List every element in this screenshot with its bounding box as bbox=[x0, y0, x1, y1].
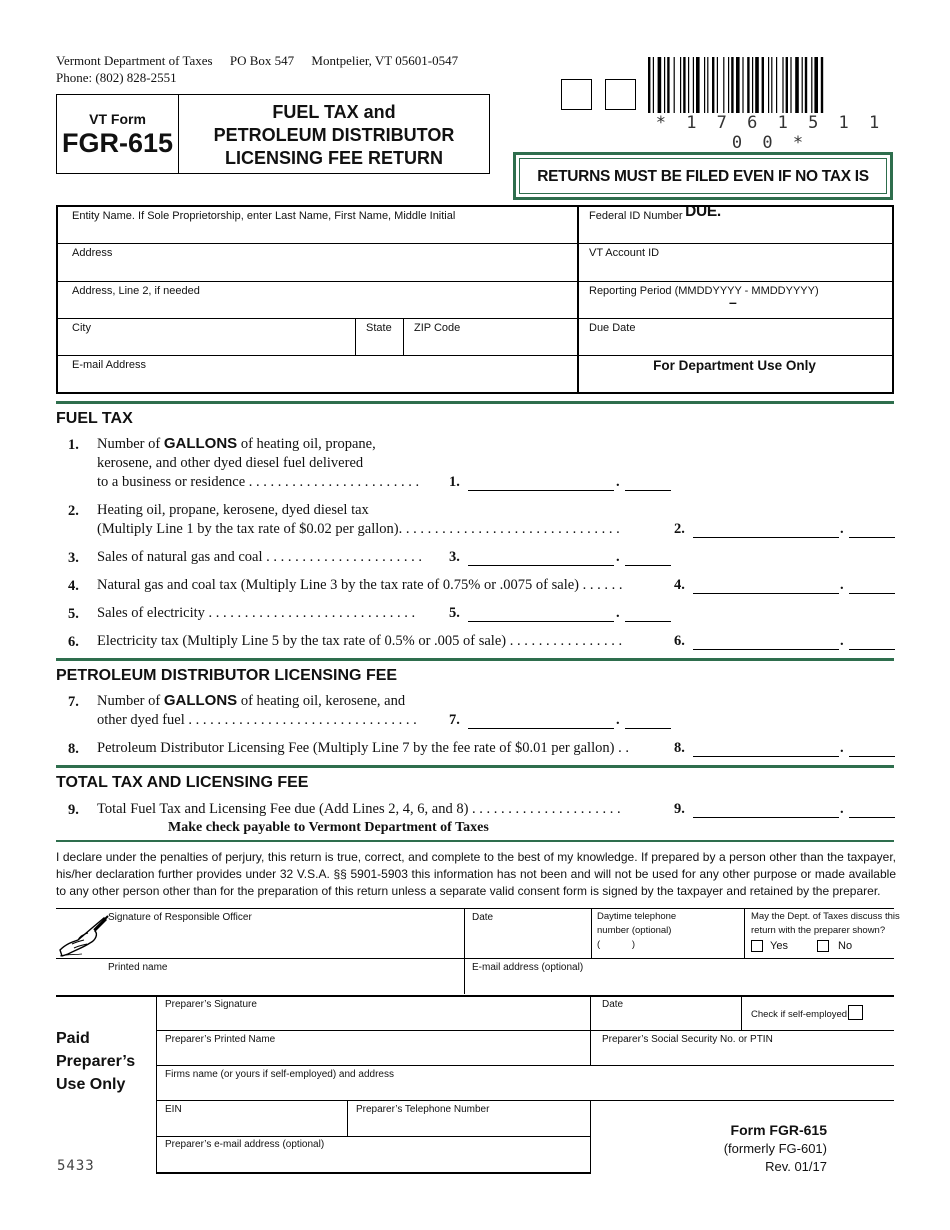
line-9-number: 9. bbox=[68, 802, 79, 818]
line-7-decimal-input[interactable] bbox=[625, 728, 671, 729]
line-1-box-label: 1. bbox=[449, 474, 460, 490]
line-7-box-label: 7. bbox=[449, 712, 460, 728]
reporting-period-label: Reporting Period (MMDDYYYY - MMDDYYYY) bbox=[589, 285, 819, 297]
po-box: PO Box 547 bbox=[229, 53, 295, 68]
daytime-phone-label-1: Daytime telephone bbox=[597, 911, 677, 922]
line-4-box-label: 4. bbox=[674, 577, 685, 593]
decimal-point: . bbox=[616, 474, 620, 490]
line-5-number: 5. bbox=[68, 606, 79, 622]
sig-date-label: Date bbox=[472, 912, 494, 923]
line-1-text-a bbox=[97, 435, 376, 453]
discuss-no-label: No bbox=[838, 940, 853, 952]
line-4-text: Natural gas and coal tax (Multiply Line 3 by the tax rate of 0.75% or .0075 of sale) . . . . . . bbox=[97, 577, 623, 593]
city-field[interactable] bbox=[58, 319, 355, 355]
sig-date-field[interactable] bbox=[466, 910, 590, 956]
signing-hand-icon bbox=[58, 914, 110, 958]
line-2-decimal-input[interactable] bbox=[849, 537, 895, 538]
preparer-line bbox=[156, 1136, 590, 1137]
section-divider bbox=[56, 840, 894, 842]
line-4-amount-input[interactable] bbox=[693, 593, 839, 594]
dept-use-block bbox=[577, 356, 892, 392]
line-6-box-label: 6. bbox=[674, 633, 685, 649]
agency-name: Vermont Department of Taxes bbox=[56, 53, 213, 68]
paid-preparer-line3: Use Only bbox=[56, 1076, 126, 1093]
firm-name-field[interactable] bbox=[158, 1067, 892, 1099]
sig-email-field[interactable] bbox=[466, 960, 894, 994]
discuss-yes-checkbox[interactable] bbox=[751, 940, 763, 952]
section-divider bbox=[56, 401, 894, 404]
form-id-block bbox=[57, 95, 179, 173]
preparer-date-field[interactable] bbox=[592, 997, 739, 1029]
agency-address bbox=[56, 53, 458, 69]
state-label: State bbox=[366, 322, 392, 334]
warning-text: RETURNS MUST BE FILED EVEN IF NO TAX IS DUE. bbox=[519, 158, 887, 194]
line-4-number: 4. bbox=[68, 578, 79, 594]
footer-revision: Rev. 01/17 bbox=[765, 1159, 827, 1174]
form-title-line2: PETROLEUM DISTRIBUTOR bbox=[213, 125, 455, 145]
line-6-text: Electricity tax (Multiply Line 5 by the tax rate of 0.5% or .005 of sale) . . . . . . . . . . . . . . . . bbox=[97, 633, 623, 649]
line-3-amount-input[interactable] bbox=[468, 565, 614, 566]
firm-name-label: Firms name (or yours if self-employed) and address bbox=[165, 1069, 394, 1080]
daytime-phone-label bbox=[597, 910, 676, 952]
form-title-box bbox=[56, 94, 490, 174]
city-state-zip: Montpelier, VT 05601-0547 bbox=[311, 53, 459, 68]
sig-email-label: E-mail address (optional) bbox=[472, 962, 584, 973]
preparer-phone-field[interactable] bbox=[349, 1102, 588, 1135]
line-9-amount-input[interactable] bbox=[693, 817, 839, 818]
preparer-line bbox=[156, 1100, 894, 1101]
preparer-printed-name-field[interactable] bbox=[158, 1032, 588, 1064]
discuss-line-1: May the Dept. of Taxes discuss this bbox=[751, 911, 900, 922]
decimal-point: . bbox=[616, 549, 620, 565]
dept-use-label: For Department Use Only bbox=[653, 358, 816, 373]
line-3-text: Sales of natural gas and coal . . . . . . . . . . . . . . . . . . . . . . bbox=[97, 549, 422, 565]
address-field[interactable] bbox=[58, 244, 577, 281]
phone-parens[interactable]: ( ) bbox=[597, 939, 635, 950]
line-7-number: 7. bbox=[68, 694, 79, 710]
officer-signature-label: Signature of Responsible Officer bbox=[108, 912, 252, 923]
line-3-box-label: 3. bbox=[449, 549, 460, 565]
line-2-box-label: 2. bbox=[674, 521, 685, 537]
city-label: City bbox=[72, 322, 91, 334]
barcode-number: * 1 7 6 1 5 1 1 0 0 * bbox=[655, 113, 885, 153]
line-8-text: Petroleum Distributor Licensing Fee (Multiply Line 7 by the fee rate of $0.01 per gallon) . . bbox=[97, 740, 629, 756]
due-date-label: Due Date bbox=[589, 322, 636, 334]
paid-preparer-line1: Paid bbox=[56, 1030, 90, 1047]
line-2-number: 2. bbox=[68, 503, 79, 519]
email-field[interactable] bbox=[58, 356, 577, 392]
line-1-amount-input[interactable] bbox=[468, 490, 614, 491]
line-6-number: 6. bbox=[68, 634, 79, 650]
due-date-field[interactable] bbox=[577, 319, 892, 355]
line-8-box-label: 8. bbox=[674, 740, 685, 756]
section-total: TOTAL TAX AND LICENSING FEE bbox=[56, 774, 309, 791]
sig-mid-line bbox=[56, 958, 894, 959]
line-8-decimal-input[interactable] bbox=[849, 756, 895, 757]
vt-account-label: VT Account ID bbox=[589, 247, 660, 259]
line-1-post: of heating oil, propane, bbox=[237, 436, 376, 452]
ein-field[interactable] bbox=[158, 1102, 345, 1135]
line-7-post: of heating oil, kerosene, and bbox=[237, 693, 406, 709]
preparer-ssn-label: Preparer’s Social Security No. or PTIN bbox=[602, 1034, 773, 1045]
section-fuel-tax: FUEL TAX bbox=[56, 410, 133, 427]
preparer-ssn-field[interactable] bbox=[592, 1032, 892, 1064]
line-1-text-c: to a business or residence . . . . . . . . . . . . . . . . . . . . . . . . bbox=[97, 474, 420, 490]
line-5-box-label: 5. bbox=[449, 605, 460, 621]
check-box-1[interactable] bbox=[561, 79, 592, 110]
preparer-line bbox=[156, 1065, 894, 1066]
perjury-declaration: I declare under the penalties of perjury, this return is true, correct, and complete to the best of my knowledge. If prepared by a person other than the taxpayer, his/her declaration further provides under 32 V.S.A. §§ 5901-5903 this information has not been and will not be used for any other purpose or made available to any other person other than for the preparation of this return unless a separate valid consent form is signed by the taxpayer and retained by the preparer. bbox=[56, 850, 896, 898]
line-7-pre: Number of bbox=[97, 693, 164, 709]
form-title bbox=[179, 95, 489, 173]
decimal-point: . bbox=[840, 521, 844, 537]
line-7-text-b: other dyed fuel . . . . . . . . . . . . . . . . . . . . . . . . . . . . . . . . bbox=[97, 712, 417, 728]
preparer-divider bbox=[347, 1100, 348, 1136]
vt-form-label: VT Form bbox=[89, 111, 146, 127]
sig-divider bbox=[464, 908, 465, 994]
entity-name-field[interactable] bbox=[58, 207, 577, 243]
line-7-amount-input[interactable] bbox=[468, 728, 614, 729]
zip-label: ZIP Code bbox=[414, 322, 461, 334]
preparer-divider bbox=[156, 995, 157, 1173]
line-5-amount-input[interactable] bbox=[468, 621, 614, 622]
decimal-point: . bbox=[840, 740, 844, 756]
section-petroleum-fee: PETROLEUM DISTRIBUTOR LICENSING FEE bbox=[56, 667, 398, 684]
sig-top-line bbox=[56, 908, 894, 909]
preparer-printed-name-label: Preparer’s Printed Name bbox=[165, 1034, 276, 1045]
preparer-email-label: Preparer’s e-mail address (optional) bbox=[165, 1139, 325, 1150]
federal-id-field[interactable] bbox=[577, 207, 892, 243]
decimal-point: . bbox=[840, 633, 844, 649]
line-9-box-label: 9. bbox=[674, 801, 685, 817]
preparer-line bbox=[156, 1030, 894, 1031]
preparer-email-field[interactable] bbox=[158, 1138, 588, 1171]
period-dash: – bbox=[729, 294, 737, 310]
footer-form-name: Form FGR-615 bbox=[730, 1122, 827, 1138]
gallons-label: GALLONS bbox=[163, 692, 238, 709]
preparer-phone-label: Preparer’s Telephone Number bbox=[356, 1104, 490, 1115]
decimal-point: . bbox=[840, 801, 844, 817]
daytime-phone-label-2: number (optional) bbox=[597, 925, 672, 936]
paid-preparer-title bbox=[56, 1027, 135, 1096]
decimal-point: . bbox=[840, 577, 844, 593]
footer-formerly: (formerly FG-601) bbox=[723, 1141, 827, 1156]
line-2-text-a: Heating oil, propane, kerosene, dyed diesel tax bbox=[97, 502, 369, 518]
section-divider bbox=[56, 765, 894, 768]
address-label: Address bbox=[72, 247, 113, 259]
line-2-amount-input[interactable] bbox=[693, 537, 839, 538]
preparer-divider bbox=[741, 995, 742, 1030]
federal-id-label: Federal ID Number bbox=[589, 210, 683, 222]
barcode bbox=[648, 57, 892, 113]
vt-account-field[interactable] bbox=[577, 244, 892, 281]
line-4-decimal-input[interactable] bbox=[849, 593, 895, 594]
form-title-line1: FUEL TAX and bbox=[272, 102, 396, 122]
officer-signature-field[interactable] bbox=[108, 910, 462, 956]
sig-divider bbox=[744, 908, 745, 958]
line-5-decimal-input[interactable] bbox=[625, 621, 671, 622]
preparer-signature-label: Preparer’s Signature bbox=[165, 999, 257, 1010]
check-payable-note: Make check payable to Vermont Department of Taxes bbox=[168, 820, 489, 835]
printed-name-label: Printed name bbox=[108, 962, 168, 973]
decimal-point: . bbox=[616, 605, 620, 621]
line-3-number: 3. bbox=[68, 550, 79, 566]
line-7-text-a bbox=[97, 692, 405, 710]
discuss-question bbox=[751, 910, 900, 938]
line-9-text: Total Fuel Tax and Licensing Fee due (Add Lines 2, 4, 6, and 8) . . . . . . . . . . . . . . . . . . . . . bbox=[97, 801, 621, 817]
printed-name-field[interactable] bbox=[108, 960, 462, 994]
section-divider bbox=[56, 658, 894, 661]
line-6-amount-input[interactable] bbox=[693, 649, 839, 650]
decimal-point: . bbox=[616, 712, 620, 728]
agency-phone: Phone: (802) 828-2551 bbox=[56, 70, 177, 85]
line-6-decimal-input[interactable] bbox=[849, 649, 895, 650]
line-1-number: 1. bbox=[68, 437, 79, 453]
address2-label: Address, Line 2, if needed bbox=[72, 285, 200, 297]
preparer-signature-field[interactable] bbox=[158, 997, 588, 1029]
reporting-period-field[interactable] bbox=[577, 282, 892, 318]
form-title-line3: LICENSING FEE RETURN bbox=[224, 148, 443, 168]
line-5-text: Sales of electricity . . . . . . . . . . . . . . . . . . . . . . . . . . . . . bbox=[97, 605, 416, 621]
form-number: FGR-615 bbox=[61, 128, 174, 158]
check-box-2[interactable] bbox=[605, 79, 636, 110]
ein-label: EIN bbox=[165, 1104, 182, 1115]
line-1-text-b: kerosene, and other dyed diesel fuel delivered bbox=[97, 455, 364, 471]
email-label: E-mail Address bbox=[72, 359, 146, 371]
line-1-decimal-input[interactable] bbox=[625, 490, 671, 491]
discuss-yes-label: Yes bbox=[770, 940, 788, 952]
sig-divider bbox=[591, 908, 592, 958]
preparer-bottom-line bbox=[156, 1172, 591, 1174]
line-2-text-b: (Multiply Line 1 by the tax rate of $0.02 per gallon). . . . . . . . . . . . . . . . . . . . . . . . . . . . . . . bbox=[97, 521, 620, 537]
self-employed-label: Check if self-employed bbox=[751, 1009, 848, 1020]
entity-info-grid bbox=[56, 205, 894, 394]
form-code: 5433 bbox=[57, 1158, 95, 1174]
discuss-no-checkbox[interactable] bbox=[817, 940, 829, 952]
paid-preparer-line2: Preparer’s bbox=[56, 1053, 136, 1070]
line-9-decimal-input[interactable] bbox=[849, 817, 895, 818]
preparer-date-label: Date bbox=[602, 999, 624, 1010]
self-employed-checkbox[interactable] bbox=[848, 1005, 863, 1020]
line-8-number: 8. bbox=[68, 741, 79, 757]
preparer-divider bbox=[590, 1100, 591, 1173]
line-8-amount-input[interactable] bbox=[693, 756, 839, 757]
line-1-pre: Number of bbox=[97, 436, 164, 452]
entity-name-label: Entity Name. If Sole Proprietorship, enter Last Name, First Name, Middle Initial bbox=[72, 210, 456, 222]
address2-field[interactable] bbox=[58, 282, 577, 318]
discuss-line-2: return with the preparer shown? bbox=[751, 925, 886, 936]
gallons-label: GALLONS bbox=[163, 435, 238, 452]
state-field[interactable] bbox=[356, 319, 403, 355]
zip-field[interactable] bbox=[404, 319, 577, 355]
line-3-decimal-input[interactable] bbox=[625, 565, 671, 566]
